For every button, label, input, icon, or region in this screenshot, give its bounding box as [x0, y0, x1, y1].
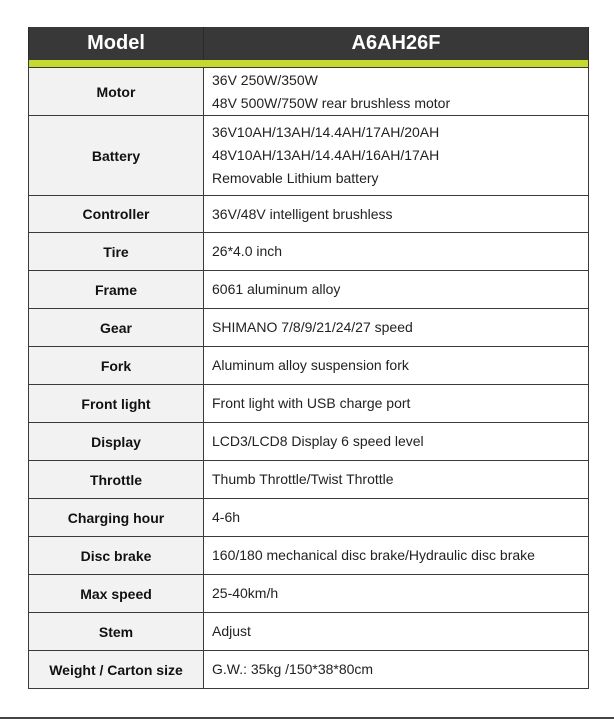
spec-row: [29, 651, 589, 689]
spec-value-line: 160/180 mechanical disc brake/Hydraulic disc brake: [212, 547, 535, 563]
accent-stripe-cell: [29, 60, 589, 68]
spec-value: [204, 461, 589, 499]
header-model-label: Model: [29, 27, 204, 60]
spec-value-line: G.W.: 35kg /150*38*80cm: [212, 661, 374, 677]
spec-row: [29, 385, 589, 423]
accent-stripe: [29, 60, 589, 68]
spec-value: [204, 68, 589, 116]
spec-value: [204, 575, 589, 613]
spec-value: [204, 537, 589, 575]
spec-value-line: SHIMANO 7/8/9/21/24/27 speed: [212, 319, 413, 335]
spec-label: Fork: [29, 347, 204, 385]
spec-row: [29, 461, 589, 499]
spec-value-line: 36V/48V intelligent brushless: [212, 205, 393, 222]
spec-label: Throttle: [29, 461, 204, 499]
spec-value: [204, 347, 589, 385]
spec-value: [204, 233, 589, 271]
spec-value: [204, 423, 589, 461]
spec-value: [204, 613, 589, 651]
spec-label: Stem: [29, 613, 204, 651]
spec-value-line: 6061 aluminum alloy: [212, 281, 341, 297]
spec-row: [29, 613, 589, 651]
spec-value-line: 48V 500W/750W rear brushless motor: [212, 94, 451, 111]
spec-value-line: 36V10AH/13AH/14.4AH/17AH/20AH: [212, 124, 440, 140]
spec-label: Display: [29, 423, 204, 461]
spec-row: [29, 68, 589, 116]
header-row: [29, 27, 589, 60]
spec-value: [204, 385, 589, 423]
spec-value: [204, 309, 589, 347]
spec-row: [29, 271, 589, 309]
spec-value-line: LCD3/LCD8 Display 6 speed level: [212, 433, 424, 449]
spec-table: [28, 27, 589, 689]
spec-row: [29, 196, 589, 233]
bottom-divider: [0, 717, 614, 719]
spec-value-line: Adjust: [212, 623, 251, 639]
spec-value-line: 4-6h: [212, 509, 241, 525]
spec-row: [29, 499, 589, 537]
header-model-value: A6AH26F: [204, 27, 589, 60]
spec-value-line: 48V10AH/13AH/14.4AH/16AH/17AH: [212, 147, 440, 163]
spec-value-line: Removable Lithium battery: [212, 170, 379, 186]
spec-value-line: 36V 250W/350W: [212, 71, 318, 88]
spec-label: Weight / Carton size: [29, 651, 204, 689]
spec-value: [204, 271, 589, 309]
spec-value: [204, 651, 589, 689]
spec-value: [204, 116, 589, 196]
spec-row: [29, 116, 589, 196]
spec-label: Motor: [29, 68, 204, 116]
spec-value-line: 25-40km/h: [212, 585, 279, 601]
spec-value-line: Aluminum alloy suspension fork: [212, 357, 409, 373]
spec-row: [29, 233, 589, 271]
spec-label: Charging hour: [29, 499, 204, 537]
spec-value-line: 26*4.0 inch: [212, 243, 283, 259]
spec-label: Front light: [29, 385, 204, 423]
spec-row: [29, 537, 589, 575]
spec-row: [29, 575, 589, 613]
spec-label: Controller: [29, 196, 204, 233]
spec-row: [29, 309, 589, 347]
spec-label: Max speed: [29, 575, 204, 613]
spec-value-line: Front light with USB charge port: [212, 395, 411, 411]
spec-body: [29, 68, 589, 689]
spec-value: [204, 499, 589, 537]
spec-value: [204, 196, 589, 233]
spec-value-line: Thumb Throttle/Twist Throttle: [212, 471, 394, 487]
spec-label: Frame: [29, 271, 204, 309]
spec-label: Tire: [29, 233, 204, 271]
spec-label: Disc brake: [29, 537, 204, 575]
spec-row: [29, 423, 589, 461]
spec-row: [29, 347, 589, 385]
spec-label: Gear: [29, 309, 204, 347]
spec-label: Battery: [29, 116, 204, 196]
